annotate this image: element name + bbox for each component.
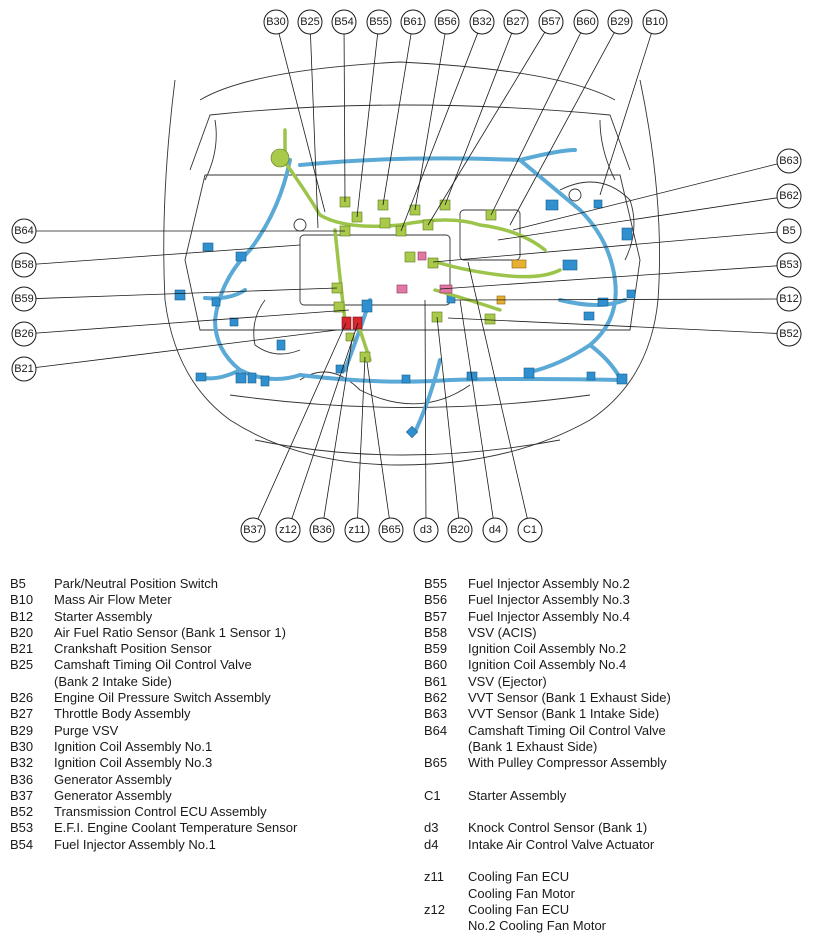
legend-code: B56 [424,592,448,608]
legend-description: VSV (ACIS) [468,624,537,640]
legend-entry [424,837,671,853]
callout-label: B36 [312,524,332,536]
callout-z11 [345,518,369,542]
callout-label: d3 [419,524,433,536]
legend-entry [424,902,671,918]
legend-code: B30 [10,738,34,754]
legend-description: Fuel Injector Assembly No.2 [468,576,630,591]
legend-code: B10 [10,592,34,608]
legend-code [424,918,468,934]
legend-code: B12 [10,608,34,624]
callout-z12 [276,518,300,542]
legend-description: Ignition Coil Assembly No.1 [54,738,213,754]
legend-description: Crankshaft Position Sensor [54,641,212,657]
legend-code: B61 [424,673,448,689]
legend-entry [424,788,671,804]
callout-label: B37 [243,524,263,536]
legend-description: Cooling Fan ECU [468,901,570,917]
leader-line-b20 [437,317,459,518]
legend-code: B57 [424,608,448,624]
legend-entry [10,592,297,608]
legend-entry [424,755,671,771]
legend-left-column [10,576,297,853]
legend-code: z12 [424,901,445,917]
callout-label: B56 [437,16,457,28]
legend-code: B58 [424,624,448,640]
callout-label: B57 [541,16,561,28]
legend-code: B65 [424,755,448,771]
legend-entry [10,641,297,657]
legend-code: d4 [424,836,439,852]
legend-code [10,674,54,690]
callout-label: z11 [348,524,366,536]
legend-entry [10,657,297,673]
callout-b25 [298,10,322,34]
legend-code: B27 [10,706,34,722]
leader-line-d3 [425,300,426,518]
legend-entry [424,674,671,690]
leader-line-b54 [344,34,345,202]
legend-description: Knock Control Sensor (Bank 1) [468,820,648,836]
legend-code: B32 [10,755,34,771]
callout-b57 [539,10,563,34]
legend-description: Fuel Injector Assembly No.1 [54,836,216,852]
legend-entry [424,609,671,625]
legend-entry [10,723,297,739]
callout-b65 [379,518,403,542]
legend-description: Throttle Body Assembly [54,706,191,722]
callout-label: B64 [14,225,34,237]
legend-code: B25 [10,657,34,673]
legend-entry [10,788,297,804]
legend-description: Park/Neutral Position Switch [54,576,219,591]
leader-line-b61 [383,34,411,205]
legend-description: Camshaft Timing Oil Control Valve [468,722,666,738]
callout-label: B27 [506,16,526,28]
callout-label: B30 [266,16,286,28]
legend-spacer [424,772,671,788]
callout-b59 [12,287,36,311]
legend-code: B60 [424,657,448,673]
leader-line-b65 [367,362,389,518]
leader-line-b21 [36,330,337,368]
legend-code: B37 [10,787,34,803]
leader-line-b10 [600,33,651,195]
legend-entry [424,886,671,902]
leader-line-d4 [460,300,493,518]
legend-description: No.2 Cooling Fan Motor [468,918,607,934]
leader-line-b55 [357,34,378,217]
callout-b54 [332,10,356,34]
leader-line-b52 [448,318,777,333]
callout-b53 [777,253,801,277]
callout-b27 [504,10,528,34]
leader-line-b60 [491,33,581,215]
callout-label: B25 [300,16,320,28]
callout-label: B54 [334,16,354,28]
legend-entry [424,869,671,885]
legend-description: (Bank 1 Exhaust Side) [468,738,598,754]
legend-description: Generator Assembly [54,787,172,803]
legend-description: VVT Sensor (Bank 1 Intake Side) [468,706,660,722]
callout-b60 [574,10,598,34]
callout-label: B62 [779,190,799,202]
leader-line-b53 [440,266,777,289]
legend-entry [10,804,297,820]
callout-b61 [401,10,425,34]
legend-entry [424,625,671,641]
legend-entry [424,739,671,755]
legend-description: Mass Air Flow Meter [54,592,172,608]
blue-harness [205,150,625,432]
callout-label: z12 [279,524,297,536]
legend-entry [10,625,297,641]
callout-b30 [264,10,288,34]
legend-description: Ignition Coil Assembly No.2 [468,641,627,657]
legend-description: Cooling Fan ECU [468,869,570,885]
legend-code: B59 [424,641,448,657]
callout-label: B55 [369,16,389,28]
legend-code [424,886,468,902]
legend-code: B5 [10,576,26,591]
leader-line-b59 [36,288,337,299]
callout-b37 [241,518,265,542]
legend-code: B52 [10,804,34,820]
legend-code: z11 [424,869,444,885]
legend-entry [424,706,671,722]
legend-description: E.F.I. Engine Coolant Temperature Sensor [54,820,298,836]
callout-d3 [414,518,438,542]
legend-code: C1 [424,787,441,803]
legend-entry [10,674,297,690]
legend-entry [10,755,297,771]
legend-description: Engine Oil Pressure Switch Assembly [54,690,271,706]
callout-label: B60 [576,16,596,28]
legend-description: Cooling Fan Motor [468,885,575,901]
leader-line-b27 [445,33,512,205]
callout-label: B65 [381,524,401,536]
legend-code: d3 [424,820,439,836]
callout-label: d4 [488,524,502,536]
callout-b5 [777,219,801,243]
callout-label: B59 [14,293,34,305]
callout-label: B10 [645,16,665,28]
callout-label: B58 [14,259,34,271]
legend-entry [10,820,297,836]
legend-entry [424,918,671,934]
legend-entry [10,609,297,625]
red-connectors [342,317,362,329]
legend-entry [10,772,297,788]
legend-description: (Bank 2 Intake Side) [54,673,172,689]
legend-description: Ignition Coil Assembly No.3 [54,755,213,771]
leader-line-b57 [428,32,545,225]
callout-label: B5 [782,225,796,237]
leader-line-b63 [513,164,777,230]
legend-entry [10,739,297,755]
legend-description: With Pulley Compressor Assembly [468,755,667,771]
callout-b21 [12,357,36,381]
legend-entry [424,820,671,836]
callout-b64 [12,219,36,243]
legend-description: Camshaft Timing Oil Control Valve [54,657,252,673]
legend-entry [424,723,671,739]
legend-code: B21 [10,641,34,657]
legend-entry [424,641,671,657]
legend-description: Transmission Control ECU Assembly [54,804,267,820]
legend-description: Air Fuel Ratio Sensor (Bank 1 Sensor 1) [54,624,286,640]
callout-label: C1 [522,524,538,536]
legend-code: B63 [424,706,448,722]
callout-label: B32 [472,16,492,28]
legend-description: Fuel Injector Assembly No.4 [468,608,630,624]
yellow-connectors [497,260,526,304]
callout-labels [12,10,801,542]
legend-description: Starter Assembly [54,608,153,624]
legend-spacer [424,804,671,820]
callout-label: B52 [779,328,799,340]
callout-b20 [448,518,472,542]
callout-b26 [12,322,36,346]
leader-line-b62 [498,198,777,240]
legend-entry [424,576,671,592]
callout-b12 [777,287,801,311]
callout-b56 [435,10,459,34]
legend-code: B36 [10,771,34,787]
legend-description: VSV (Ejector) [468,673,547,689]
callout-b63 [777,149,801,173]
legend-description: Generator Assembly [54,771,172,787]
legend-code [424,739,468,755]
legend-code: B55 [424,576,448,591]
callout-label: B26 [14,328,34,340]
legend-entry [424,690,671,706]
legend-entry [10,690,297,706]
legend-spacer [424,853,671,869]
legend-entry [10,706,297,722]
legend-code: B20 [10,624,34,640]
legend-code: B62 [424,690,448,706]
callout-b52 [777,322,801,346]
legend-description: Intake Air Control Valve Actuator [468,836,655,852]
callout-b29 [608,10,632,34]
callout-b32 [470,10,494,34]
legend-entry [424,592,671,608]
legend-description: Purge VSV [54,722,119,738]
callout-b55 [367,10,391,34]
legend-right-column [424,576,671,935]
legend-code: B53 [10,820,34,836]
callout-b36 [310,518,334,542]
callout-label: B12 [779,293,799,305]
legend-code: B54 [10,836,34,852]
legend-description: Fuel Injector Assembly No.3 [468,592,630,608]
callout-label: B63 [779,155,799,167]
leader-line-b5 [433,232,777,262]
callout-label: B29 [610,16,630,28]
legend-entry [10,837,297,853]
callout-label: B53 [779,259,799,271]
legend-description: Starter Assembly [468,787,567,803]
legend-description: VVT Sensor (Bank 1 Exhaust Side) [468,690,671,706]
callout-c1 [518,518,542,542]
callout-b62 [777,184,801,208]
callout-label: B61 [403,16,423,28]
legend-code: B29 [10,722,34,738]
callout-label: B20 [450,524,470,536]
legend-code: B64 [424,722,448,738]
legend-description: Ignition Coil Assembly No.4 [468,657,627,673]
callout-d4 [483,518,507,542]
legend-entry [10,576,297,592]
callout-b10 [643,10,667,34]
callout-label: B21 [14,363,34,375]
legend-code: B26 [10,690,34,706]
callout-b58 [12,253,36,277]
legend-entry [424,657,671,673]
leader-line-b58 [36,245,300,264]
